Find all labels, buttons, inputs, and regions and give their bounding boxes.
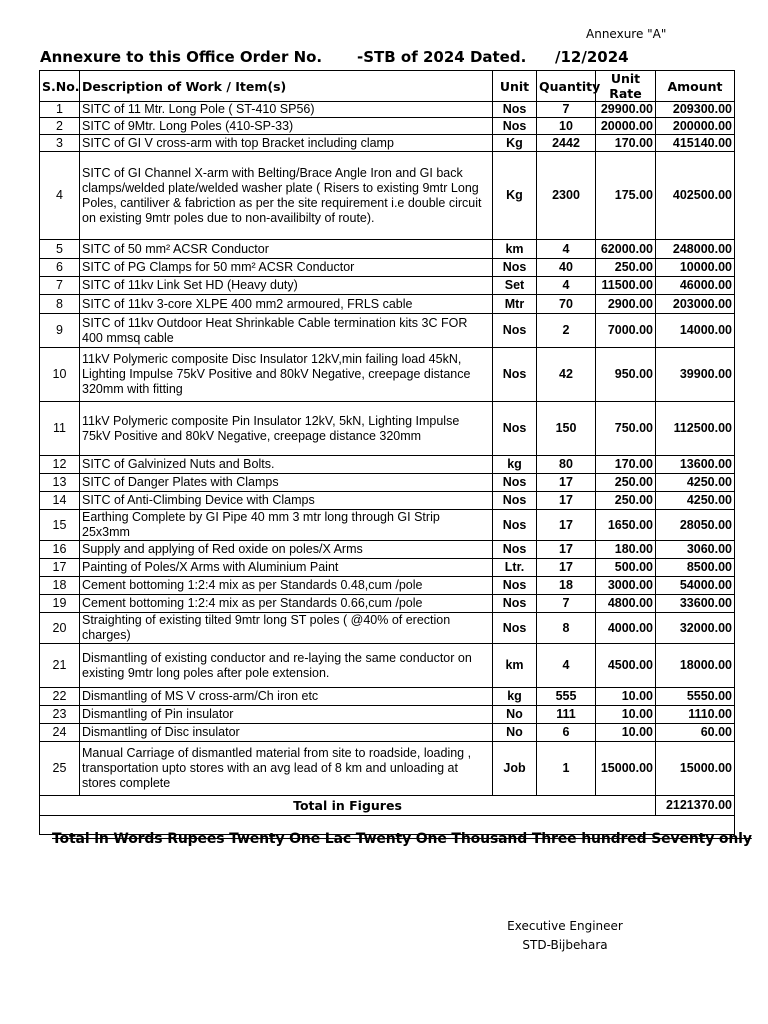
cell-sno: 12 [40,456,80,474]
cell-unit: Kg [493,152,537,240]
cell-unit: Nos [493,577,537,595]
cell-unit: No [493,706,537,724]
header-unit-rate: Unit Rate [596,71,656,102]
cell-amount: 13600.00 [656,456,735,474]
cell-quantity: 4 [537,240,596,259]
cell-quantity: 17 [537,474,596,492]
cell-sno: 20 [40,613,80,644]
bill-of-quantities-table [39,70,735,835]
total-in-words: Total in Words Rupees Twenty One Lac Twenty One Thousand Three hundred Seventy only [52,831,752,847]
cell-sno: 5 [40,240,80,259]
cell-sno: 23 [40,706,80,724]
cell-description: Straighting of existing tilted 9mtr long ST poles ( @40% of erection charges) [80,613,493,644]
table-row [40,135,735,152]
cell-amount: 248000.00 [656,240,735,259]
cell-sno: 7 [40,277,80,295]
cell-description: SITC of 11 Mtr. Long Pole ( ST-410 SP56) [80,102,493,118]
cell-sno: 3 [40,135,80,152]
cell-sno: 8 [40,295,80,314]
cell-unit-rate: 170.00 [596,456,656,474]
table-row [40,559,735,577]
cell-unit-rate: 10.00 [596,724,656,742]
signature-block [500,917,630,955]
cell-unit-rate: 4500.00 [596,644,656,688]
cell-quantity: 6 [537,724,596,742]
cell-sno: 1 [40,102,80,118]
cell-unit-rate: 4800.00 [596,595,656,613]
cell-amount: 10000.00 [656,259,735,277]
document-title [40,46,740,68]
cell-unit-rate: 62000.00 [596,240,656,259]
cell-unit-rate: 250.00 [596,492,656,510]
title-order-no: Annexure to this Office Order No. [40,48,323,66]
cell-amount: 4250.00 [656,492,735,510]
table-row [40,706,735,724]
cell-unit: Nos [493,510,537,541]
cell-amount: 39900.00 [656,348,735,402]
cell-unit-rate: 15000.00 [596,742,656,796]
cell-amount: 402500.00 [656,152,735,240]
cell-sno: 24 [40,724,80,742]
cell-unit-rate: 950.00 [596,348,656,402]
cell-description: Dismantling of Disc insulator [80,724,493,742]
cell-sno: 16 [40,541,80,559]
cell-unit-rate: 1650.00 [596,510,656,541]
cell-quantity: 10 [537,118,596,135]
cell-description: Supply and applying of Red oxide on poles/X Arms [80,541,493,559]
header-quantity: Quantity [537,71,596,102]
cell-sno: 15 [40,510,80,541]
table-row [40,348,735,402]
cell-amount: 112500.00 [656,402,735,456]
cell-description: SITC of Galvinized Nuts and Bolts. [80,456,493,474]
cell-amount: 60.00 [656,724,735,742]
cell-quantity: 555 [537,688,596,706]
cell-description: SITC of PG Clamps for 50 mm² ACSR Conductor [80,259,493,277]
cell-description: SITC of 11kv 3-core XLPE 400 mm2 armoured, FRLS cable [80,295,493,314]
cell-quantity: 17 [537,492,596,510]
cell-quantity: 18 [537,577,596,595]
cell-unit: km [493,644,537,688]
cell-quantity: 111 [537,706,596,724]
total-figures-row [40,796,735,816]
table-row [40,541,735,559]
header-sno: S.No. [40,71,80,102]
header-unit: Unit [493,71,537,102]
cell-quantity: 7 [537,595,596,613]
cell-quantity: 8 [537,613,596,644]
table-row [40,314,735,348]
cell-quantity: 2 [537,314,596,348]
cell-unit-rate: 250.00 [596,259,656,277]
cell-description: SITC of GI Channel X-arm with Belting/Brace Angle Iron and GI back clamps/welded plate/welded washer plate ( Risers to existing 9mtr Long Poles, cantiliver & fabriction as per the site requirement i.e double circuit on existing 9mtr poles due to non-availibilty of route). [80,152,493,240]
annexure-tag: Annexure "A" [586,27,667,41]
cell-amount: 18000.00 [656,644,735,688]
cell-sno: 10 [40,348,80,402]
cell-sno: 2 [40,118,80,135]
cell-sno: 19 [40,595,80,613]
table-row [40,402,735,456]
cell-quantity: 1 [537,742,596,796]
cell-amount: 1110.00 [656,706,735,724]
cell-description: SITC of Anti-Climbing Device with Clamps [80,492,493,510]
total-figures-label: Total in Figures [40,796,656,816]
cell-amount: 46000.00 [656,277,735,295]
table-row [40,240,735,259]
cell-unit: Nos [493,492,537,510]
cell-unit-rate: 11500.00 [596,277,656,295]
table-row [40,510,735,541]
table-row [40,688,735,706]
total-figures-value: 2121370.00 [656,796,735,816]
cell-description: 11kV Polymeric composite Pin Insulator 12kV, 5kN, Lighting Impulse 75kV Positive and 80kV Negative, creepage distance 320mm [80,402,493,456]
cell-amount: 415140.00 [656,135,735,152]
table-row [40,118,735,135]
cell-unit-rate: 175.00 [596,152,656,240]
cell-description: Cement bottoming 1:2:4 mix as per Standards 0.48,cum /pole [80,577,493,595]
cell-sno: 9 [40,314,80,348]
table-row [40,152,735,240]
cell-description: Dismantling of Pin insulator [80,706,493,724]
cell-quantity: 2442 [537,135,596,152]
signature-designation: Executive Engineer [507,919,623,933]
cell-quantity: 4 [537,644,596,688]
table-body [40,102,735,796]
cell-unit: Nos [493,118,537,135]
table-row [40,295,735,314]
cell-sno: 22 [40,688,80,706]
table-row [40,456,735,474]
cell-sno: 17 [40,559,80,577]
cell-sno: 25 [40,742,80,796]
cell-unit-rate: 20000.00 [596,118,656,135]
cell-quantity: 150 [537,402,596,456]
cell-sno: 4 [40,152,80,240]
cell-sno: 18 [40,577,80,595]
cell-unit: Nos [493,314,537,348]
cell-unit: Nos [493,595,537,613]
cell-unit: Mtr [493,295,537,314]
cell-quantity: 80 [537,456,596,474]
cell-sno: 11 [40,402,80,456]
title-stb: -STB of 2024 Dated. [357,48,527,66]
cell-unit-rate: 4000.00 [596,613,656,644]
cell-unit-rate: 2900.00 [596,295,656,314]
cell-description: Dismantling of MS V cross-arm/Ch iron etc [80,688,493,706]
cell-unit: No [493,724,537,742]
cell-amount: 14000.00 [656,314,735,348]
cell-unit: Job [493,742,537,796]
cell-description: Earthing Complete by GI Pipe 40 mm 3 mtr long through GI Strip 25x3mm [80,510,493,541]
cell-unit: Nos [493,102,537,118]
cell-unit-rate: 170.00 [596,135,656,152]
cell-description: SITC of 11kv Link Set HD (Heavy duty) [80,277,493,295]
cell-sno: 14 [40,492,80,510]
cell-unit: Nos [493,613,537,644]
cell-unit-rate: 750.00 [596,402,656,456]
header-amount: Amount [656,71,735,102]
cell-unit-rate: 29900.00 [596,102,656,118]
cell-unit-rate: 250.00 [596,474,656,492]
cell-unit: Nos [493,348,537,402]
table-header-row [40,71,735,102]
cell-unit-rate: 7000.00 [596,314,656,348]
cell-unit: kg [493,688,537,706]
cell-unit: Nos [493,259,537,277]
cell-unit: Nos [493,474,537,492]
table-row [40,577,735,595]
header-description: Description of Work / Item(s) [80,71,493,102]
cell-amount: 28050.00 [656,510,735,541]
cell-unit-rate: 10.00 [596,688,656,706]
signature-office: STD-Bijbehara [522,938,608,952]
cell-description: SITC of 50 mm² ACSR Conductor [80,240,493,259]
cell-amount: 54000.00 [656,577,735,595]
cell-unit: Ltr. [493,559,537,577]
table-row [40,259,735,277]
cell-description: SITC of GI V cross-arm with top Bracket including clamp [80,135,493,152]
table-row [40,492,735,510]
cell-unit-rate: 3000.00 [596,577,656,595]
cell-amount: 200000.00 [656,118,735,135]
title-date: /12/2024 [555,48,629,66]
cell-description: SITC of 9Mtr. Long Poles (410-SP-33) [80,118,493,135]
cell-description: Dismantling of existing conductor and re-laying the same conductor on existing 9mtr long poles after pole extension. [80,644,493,688]
cell-amount: 3060.00 [656,541,735,559]
cell-unit-rate: 10.00 [596,706,656,724]
table-row [40,595,735,613]
cell-quantity: 17 [537,541,596,559]
table-row [40,474,735,492]
table-row [40,102,735,118]
cell-unit-rate: 180.00 [596,541,656,559]
cell-description: 11kV Polymeric composite Disc Insulator 12kV,min failing load 45kN, Lighting Impulse 75kV Positive and 80kV Negative, creepage distance 320mm with fitting [80,348,493,402]
cell-description: Manual Carriage of dismantled material from site to roadside, loading , transportation upto stores with an avg lead of 8 km and unloading at stores complete [80,742,493,796]
cell-amount: 32000.00 [656,613,735,644]
cell-quantity: 4 [537,277,596,295]
cell-unit: Nos [493,541,537,559]
cell-amount: 5550.00 [656,688,735,706]
cell-unit-rate: 500.00 [596,559,656,577]
cell-description: Cement bottoming 1:2:4 mix as per Standards 0.66,cum /pole [80,595,493,613]
cell-amount: 33600.00 [656,595,735,613]
cell-description: SITC of Danger Plates with Clamps [80,474,493,492]
cell-amount: 8500.00 [656,559,735,577]
cell-quantity: 7 [537,102,596,118]
cell-unit: km [493,240,537,259]
cell-quantity: 40 [537,259,596,277]
cell-unit: kg [493,456,537,474]
table-row [40,724,735,742]
cell-amount: 4250.00 [656,474,735,492]
cell-sno: 21 [40,644,80,688]
cell-unit: Kg [493,135,537,152]
table-row [40,613,735,644]
cell-quantity: 17 [537,559,596,577]
table-row [40,644,735,688]
cell-unit: Nos [493,402,537,456]
cell-quantity: 17 [537,510,596,541]
cell-quantity: 70 [537,295,596,314]
cell-quantity: 2300 [537,152,596,240]
cell-amount: 203000.00 [656,295,735,314]
cell-unit: Set [493,277,537,295]
cell-sno: 6 [40,259,80,277]
cell-amount: 209300.00 [656,102,735,118]
cell-sno: 13 [40,474,80,492]
cell-description: SITC of 11kv Outdoor Heat Shrinkable Cable termination kits 3C FOR 400 mmsq cable [80,314,493,348]
table-row [40,742,735,796]
cell-amount: 15000.00 [656,742,735,796]
cell-description: Painting of Poles/X Arms with Aluminium Paint [80,559,493,577]
table-row [40,277,735,295]
cell-quantity: 42 [537,348,596,402]
